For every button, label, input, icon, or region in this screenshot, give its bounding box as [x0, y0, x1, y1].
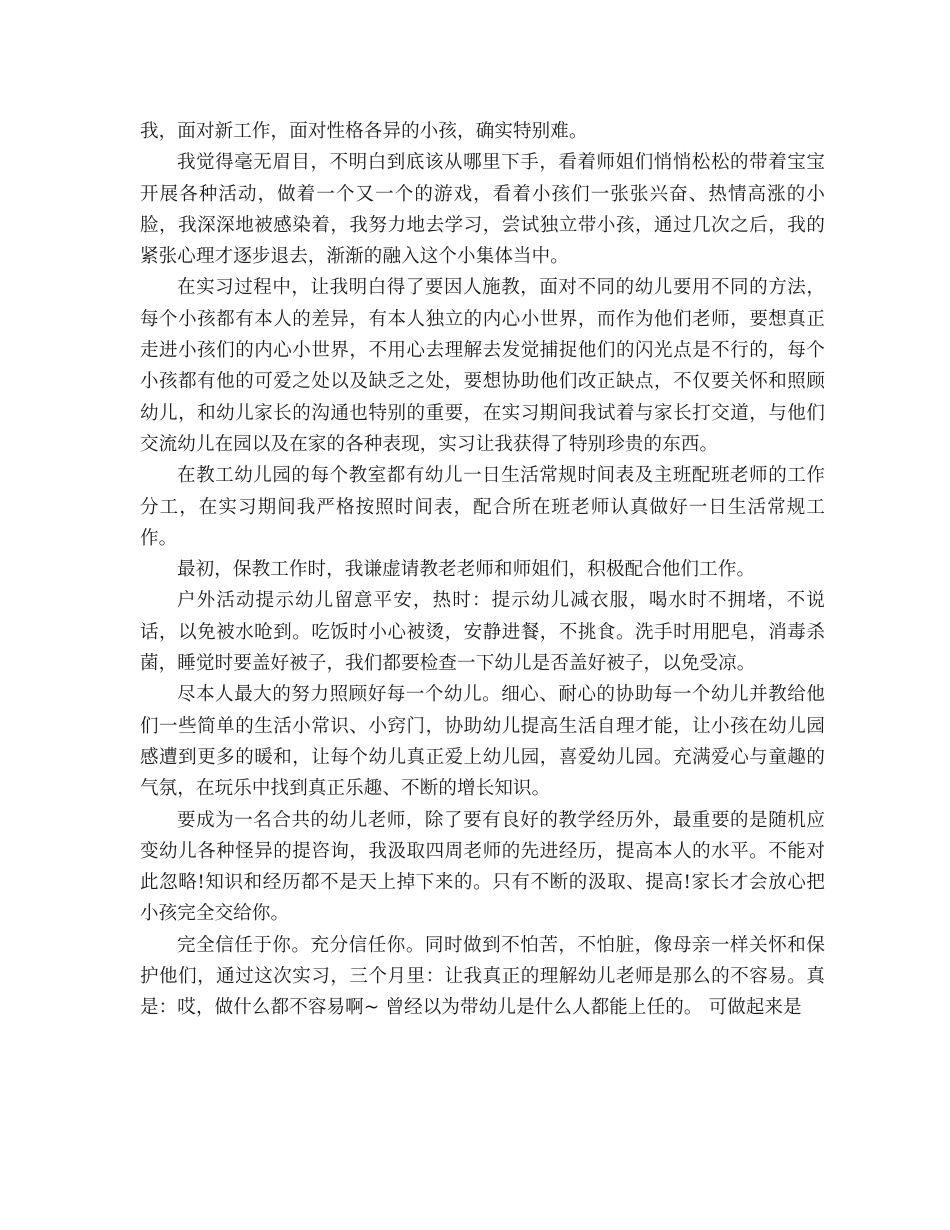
- paragraph-7: 尽本人最大的努力照顾好每一个幼儿。细心、耐心的协助每一个幼儿并教给他们一些简单的生活小常识、小窍门，协助幼儿提高生活自理才能，让小孩在幼儿园感遭到更多的暖和，让每个幼儿真正爱上幼儿园，喜爱幼儿园。充满爱心与童趣的气氛，在玩乐中找到真正乐趣、不断的增长知识。: [140, 684, 825, 800]
- paragraph-6: 户外活动提示幼儿留意平安，热时：提示幼儿减衣服，喝水时不拥堵，不说话，以免被水呛到。吃饭时小心被烫，安静进餐，不挑食。洗手时用肥皂，消毒杀菌，睡觉时要盖好被子，我们都要检查一下幼儿是否盖好被子，以免受凉。: [140, 590, 825, 675]
- paragraph-5: 最初，保教工作时，我谦虚请教老老师和师姐们，积极配合他们工作。: [177, 559, 756, 581]
- paragraph-1: 我，面对新工作，面对性格各异的小孩，确实特别难。: [140, 121, 588, 142]
- paragraph-3: 在实习过程中，让我明白得了要因人施教，面对不同的幼儿要用不同的方法，每个小孩都有本人的差异，有本人独立的内心小世界，而作为他们老师，要想真正走进小孩们的内心小世界，不用心去理解去发觉捕捉他们的闪光点是不行的，每个小孩都有他的可爱之处以及缺乏之处，要想协助他们改正缺点，不仅要关怀和照顾幼儿，和幼儿家长的沟通也特别的重要，在实习期间我试着与家长打交道，与他们交流幼儿在园以及在家的各种表现，实习让我获得了特别珍贵的东西。: [140, 277, 825, 455]
- document-body: [140, 116, 825, 1024]
- paragraph-2: 我觉得毫无眉目，不明白到底该从哪里下手，看着师姐们悄悄松松的带着宝宝开展各种活动，做着一个又一个的游戏，看着小孩们一张张兴奋、热情高涨的小脸，我深深地被感染着，我努力地去学习，尝试独立带小孩，通过几次之后，我的紧张心理才逐步退去，渐渐的融入这个小集体当中。: [140, 152, 825, 268]
- paragraph-9: 完全信任于你。充分信任你。同时做到不怕苦，不怕脏，像母亲一样关怀和保护他们，通过这次实习，三个月里：让我真正的理解幼儿老师是那么的不容易。真是：哎，做什么都不容易啊~ 曾经以为带幼儿是什么人都能上任的。 可做起来是: [140, 934, 825, 1019]
- paragraph-4: 在教工幼儿园的每个教室都有幼儿一日生活常规时间表及主班配班老师的工作分工，在实习期间我严格按照时间表，配合所在班老师认真做好一日生活常规工作。: [140, 465, 825, 549]
- paragraph-8: 要成为一名合共的幼儿老师，除了要有良好的教学经历外，最重要的是随机应变幼儿各种怪异的提咨询，我汲取四周老师的先进经历，提高本人的水平。不能对此忽略!知识和经历都不是天上掉下来的。只有不断的汲取、提高!家长才会放心把小孩完全交给你。: [140, 809, 825, 925]
